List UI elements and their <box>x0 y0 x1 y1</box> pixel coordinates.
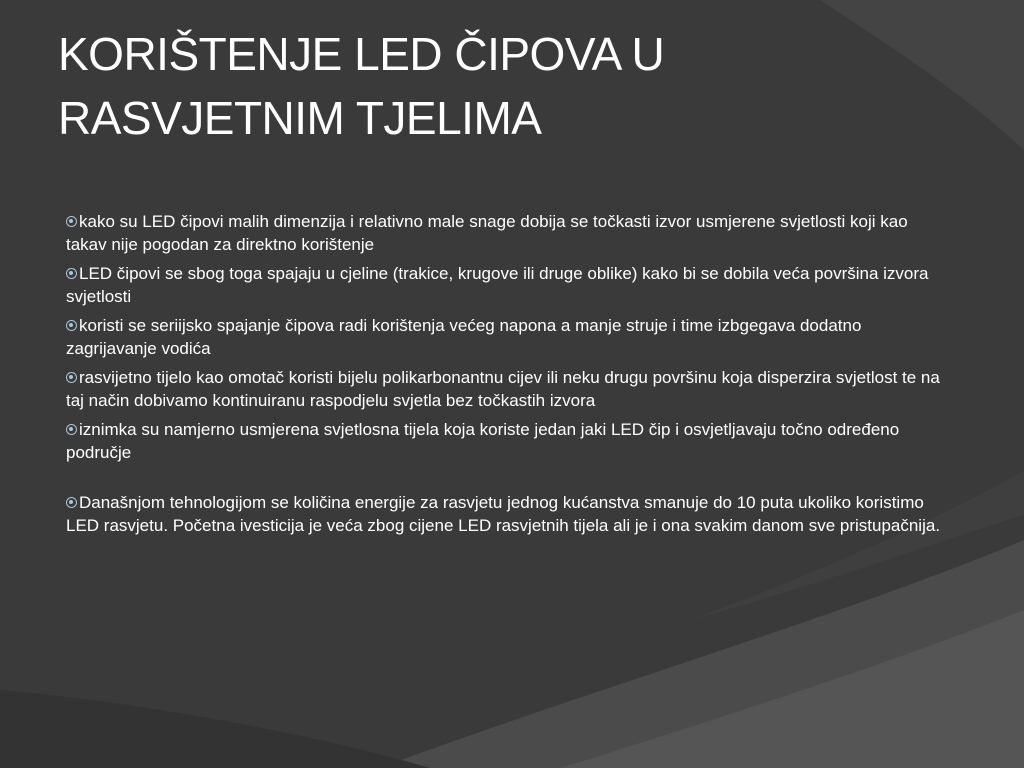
bullet-item <box>66 418 946 464</box>
bullet-text: LED čipovi se sbog toga spajaju u cjeline (trakice, krugove ili druge oblike) kako bi se dobila veća površina izvora svjetlosti <box>66 264 929 306</box>
circled-dot-bullet-icon <box>66 320 77 331</box>
bullet-item <box>66 491 946 537</box>
bullet-list <box>66 210 946 543</box>
title-line: KORIŠTENJE LED ČIPOVA U <box>58 28 665 80</box>
circled-dot-bullet-icon <box>66 372 77 383</box>
bullet-item <box>66 210 946 256</box>
bullet-item <box>66 262 946 308</box>
bullet-text: iznimka su namjerno usmjerena svjetlosna tijela koja koriste jedan jaki LED čip i osvjetljavaju točno određeno područje <box>66 420 900 462</box>
circled-dot-bullet-icon <box>66 268 77 279</box>
title-line: RASVJETNIM TJELIMA <box>58 92 542 144</box>
bullet-item <box>66 366 946 412</box>
bullet-text: Današnjom tehnologijom se količina energije za rasvjetu jednog kućanstva smanuje do 10 puta ukoliko koristimo LED rasvjetu. Početna ivesticija je veća zbog cijene LED rasvjetnih tijela ali je i ona svakim danom sve pristupačnija. <box>66 493 941 535</box>
bullet-text: kako su LED čipovi malih dimenzija i relativno male snage dobija se točkasti izvor usmjerene svjetlosti koji kao takav nije pogodan za direktno korištenje <box>66 212 908 254</box>
circled-dot-bullet-icon <box>66 497 77 508</box>
slide-title <box>58 22 958 150</box>
circled-dot-bullet-icon <box>66 424 77 435</box>
circled-dot-bullet-icon <box>66 216 77 227</box>
bullet-text: koristi se seriijsko spajanje čipova radi korištenja većeg napona a manje struje i time izbgegava dodatno zagrijavanje vodića <box>66 316 862 358</box>
bullet-item <box>66 314 946 360</box>
bullet-text: rasvijetno tijelo kao omotač koristi bijelu polikarbonantnu cijev ili neku drugu površinu koja disperzira svjetlost te na taj način dobivamo kontinuiranu raspodjelu svjetla bez točkastih izvora <box>66 368 940 410</box>
